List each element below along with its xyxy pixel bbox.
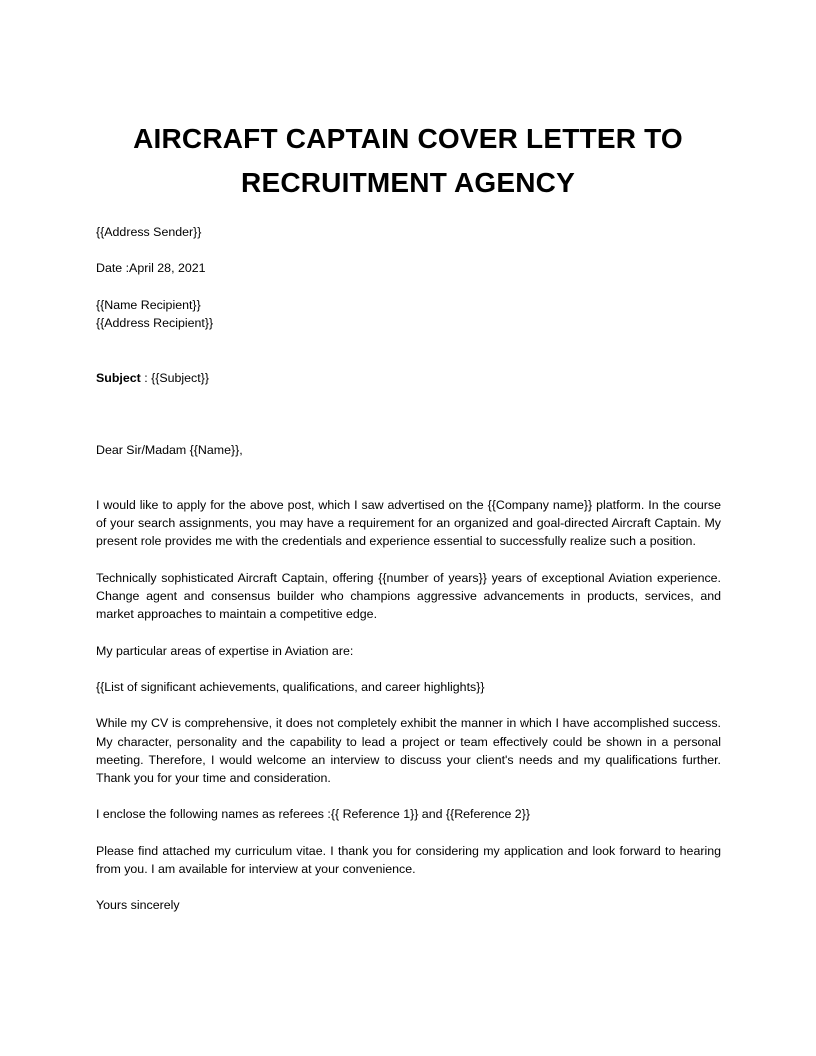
paragraph-experience: Technically sophisticated Aircraft Captain, offering {{number of years}} years of exceptional Aviation experience. Change agent and consensus builder who champions aggressive advancements in products, services, and market approaches to maintain a competitive edge. (96, 570, 721, 622)
recipient-address: {{Address Recipient}} (96, 315, 214, 330)
document-title (96, 117, 720, 205)
letter-body (96, 223, 721, 915)
subject-line (96, 369, 721, 387)
salutation: Dear Sir/Madam {{Name}}, (96, 443, 243, 458)
title-line-1: AIRCRAFT CAPTAIN COVER LETTER TO (133, 123, 683, 154)
paragraph-referees: I enclose the following names as referees :{{ Reference 1}} and {{Reference 2}} (96, 807, 530, 822)
paragraph-cv: While my CV is comprehensive, it does not completely exhibit the manner in which I have accomplished success. My character, personality and the capability to lead a project or team effectively could be shown in a personal meeting. Therefore, I would welcome an interview to discuss your client's needs and my qualifications further. Thank you for your time and consideration. (96, 716, 721, 785)
paragraph-intro: I would like to apply for the above post, which I saw advertised on the {{Company name}} platform. In the course of your search assignments, you may have a requirement for an organized and goal-directed Aircraft Captain. My present role provides me with the credentials and experience essential to successfully realize such a position. (96, 497, 721, 549)
paragraph-expertise-intro: My particular areas of expertise in Aviation are: (96, 643, 354, 658)
sender-address: {{Address Sender}} (96, 225, 202, 239)
subject-value: : {{Subject}} (140, 370, 209, 385)
letter-date: Date :April 28, 2021 (96, 261, 206, 276)
title-line-2: RECRUITMENT AGENCY (241, 167, 575, 198)
closing: Yours sincerely (96, 898, 180, 913)
paragraph-achievements: {{List of significant achievements, qualifications, and career highlights}} (96, 679, 485, 694)
subject-label: Subject (96, 370, 141, 385)
recipient-name: {{Name Recipient}} (96, 297, 201, 312)
paragraph-closing-remarks: Please find attached my curriculum vitae. I thank you for considering my application and look forward to hearing from you. I am available for interview at your convenience. (96, 843, 721, 876)
